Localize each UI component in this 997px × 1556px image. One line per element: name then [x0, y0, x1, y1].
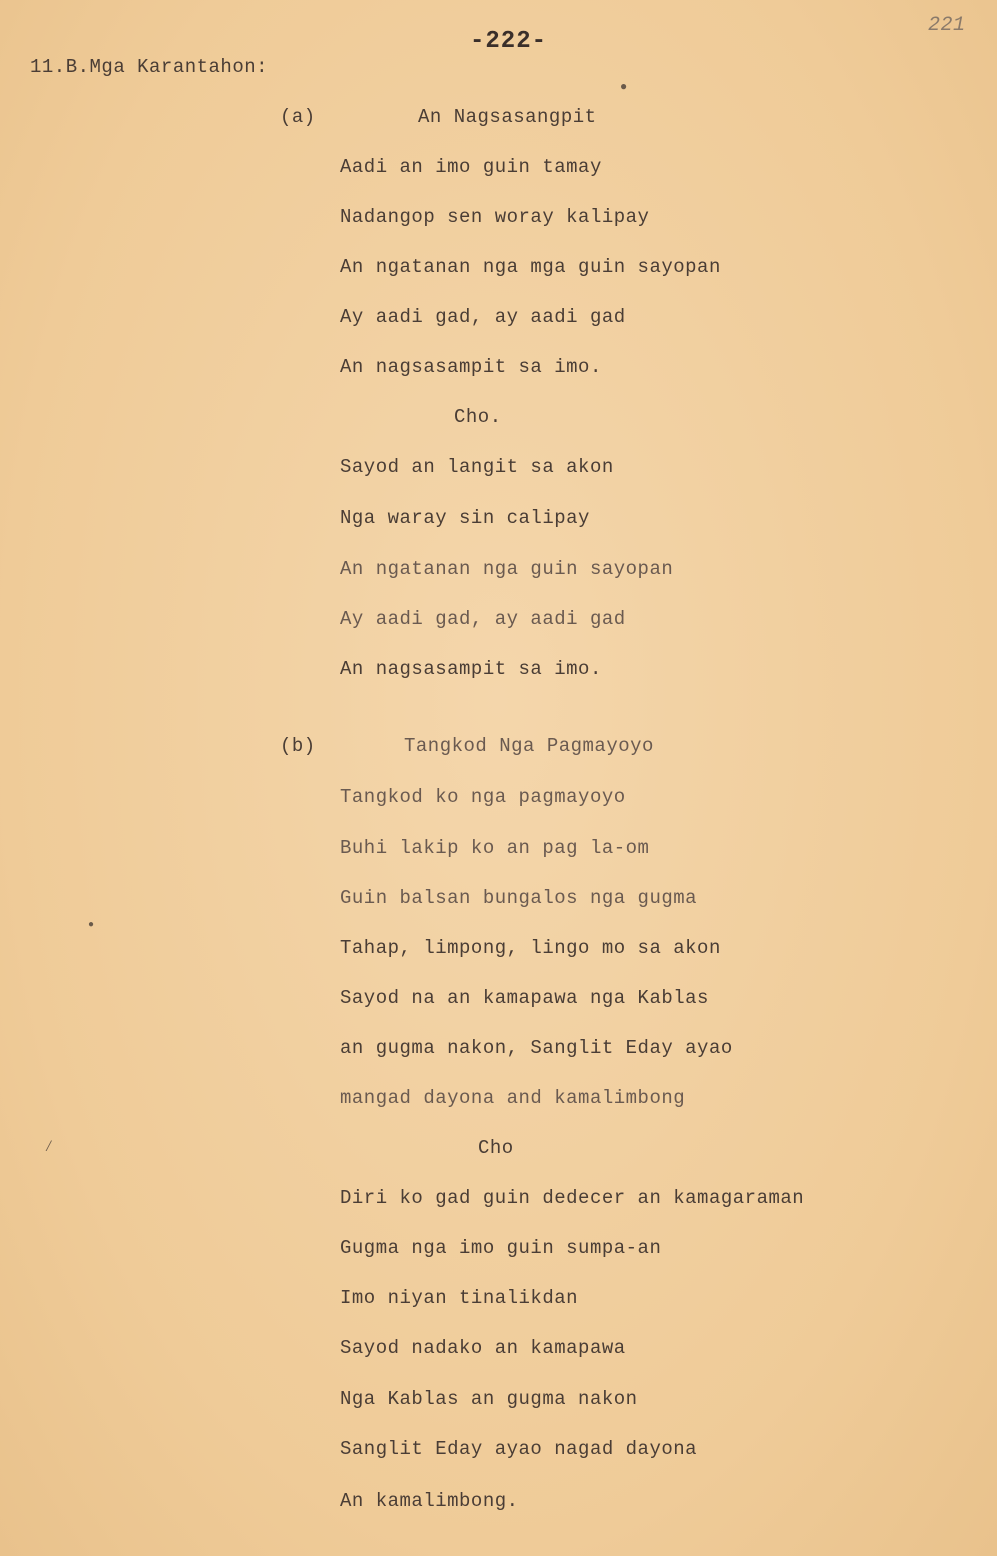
song-a-marker: (a) [280, 106, 316, 128]
song-b-chorus-line: Sanglit Eday ayao nagad dayona [340, 1438, 698, 1460]
song-b-line: mangad dayona and kamalimbong [340, 1087, 686, 1109]
song-a-chorus-line: An ngatanan nga guin sayopan [340, 558, 674, 580]
song-b-line: an gugma nakon, Sanglit Eday ayao [340, 1037, 733, 1059]
song-b-line: Sayod na an kamapawa nga Kablas [340, 987, 709, 1009]
song-a-line: Aadi an imo guin tamay [340, 156, 602, 178]
song-b-line: Buhi lakip ko an pag la-om [340, 837, 650, 859]
song-b-chorus-line: Diri ko gad guin dedecer an kamagaraman [340, 1187, 805, 1209]
song-a-line: Nadangop sen woray kalipay [340, 206, 650, 228]
song-a-chorus-line: Ay aadi gad, ay aadi gad [340, 608, 626, 630]
stray-dot-icon: ● [88, 920, 95, 931]
song-a-line: An ngatanan nga mga guin sayopan [340, 256, 721, 278]
song-b-chorus-label: Cho [478, 1137, 514, 1159]
song-a-line: An nagsasampit sa imo. [340, 356, 602, 378]
song-b-chorus-line: Gugma nga imo guin sumpa-an [340, 1237, 662, 1259]
song-b-title: Tangkod Nga Pagmayoyo [404, 735, 654, 757]
song-a-chorus-line: Sayod an langit sa akon [340, 456, 614, 478]
song-a-chorus-line: An nagsasampit sa imo. [340, 658, 602, 680]
song-b-chorus-line: Sayod nadako an kamapawa [340, 1337, 626, 1359]
page-number: -222- [470, 28, 548, 55]
stray-mark-icon: ∕ [44, 1138, 54, 1156]
song-b-chorus-line: Nga Kablas an gugma nakon [340, 1388, 638, 1410]
corner-page-mark: 221 [928, 14, 966, 37]
song-b-chorus-line: Imo niyan tinalikdan [340, 1287, 579, 1309]
song-b-line: Guin balsan bungalos nga gugma [340, 887, 698, 909]
stray-dot-icon: ● [620, 80, 628, 94]
song-a-chorus-line: Nga waray sin calipay [340, 507, 590, 529]
section-heading: 11.B.Mga Karantahon: [30, 56, 269, 78]
song-a-chorus-label: Cho. [454, 406, 502, 428]
song-b-line: Tahap, limpong, lingo mo sa akon [340, 937, 721, 959]
song-a-title: An Nagsasangpit [418, 106, 597, 128]
song-b-chorus-line: An kamalimbong. [340, 1490, 519, 1512]
song-b-line: Tangkod ko nga pagmayoyo [340, 786, 626, 808]
song-a-line: Ay aadi gad, ay aadi gad [340, 306, 626, 328]
song-b-marker: (b) [280, 735, 316, 757]
